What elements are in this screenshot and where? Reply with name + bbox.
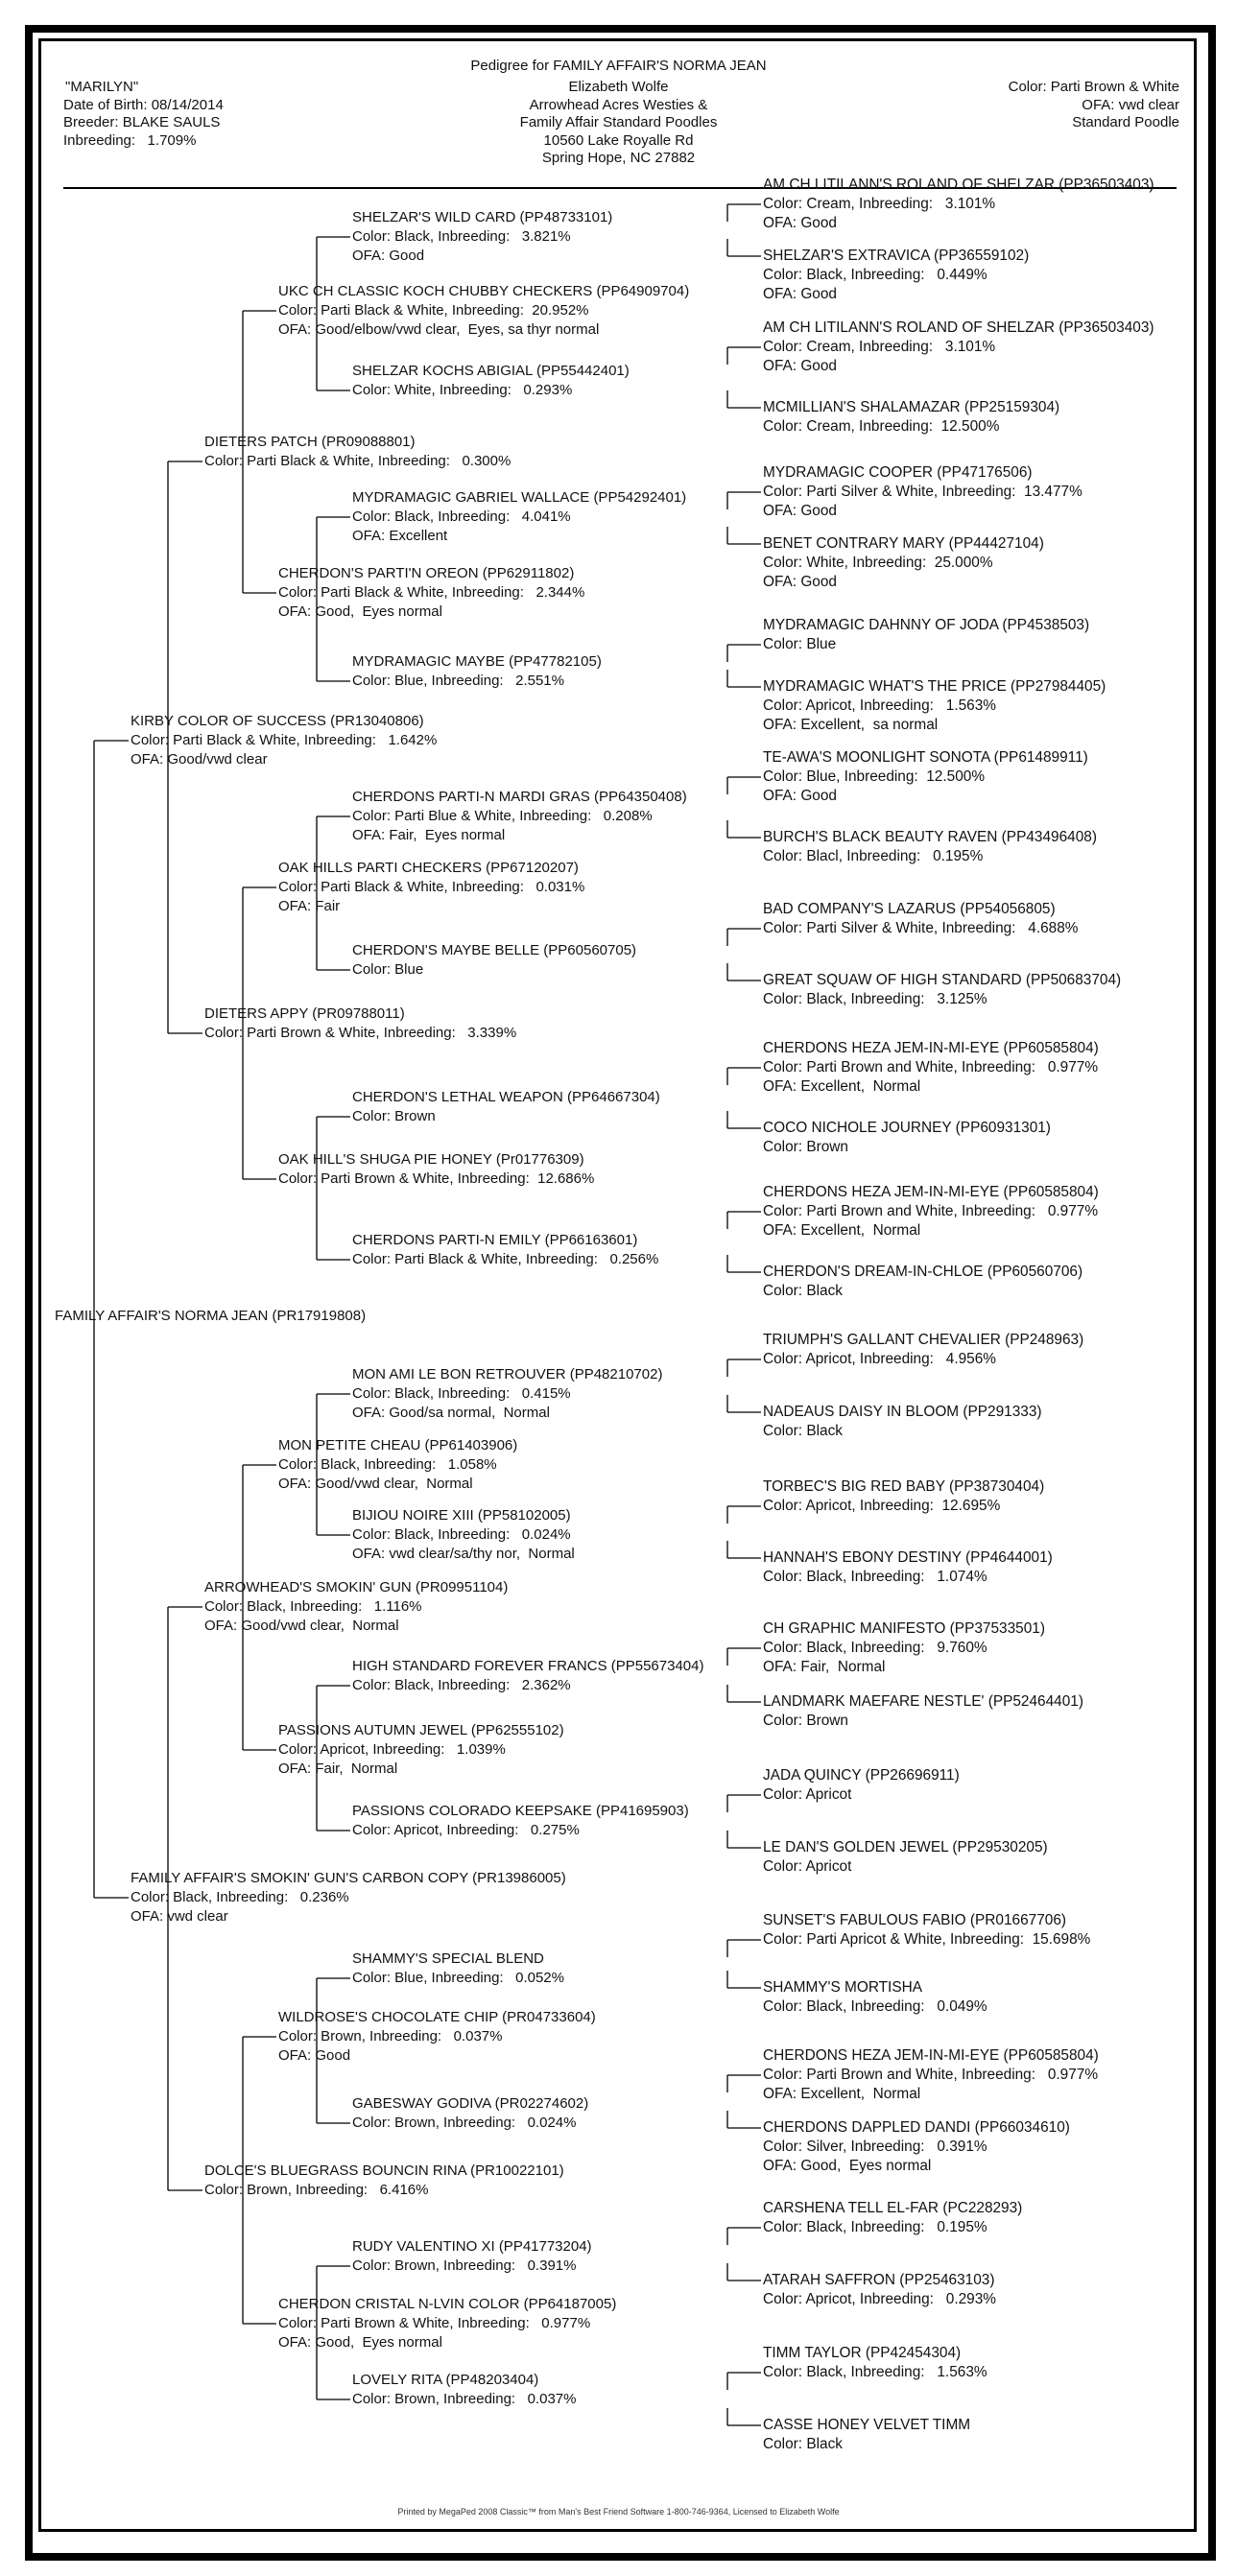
call-name: "MARILYN" xyxy=(65,79,139,95)
dog-name: HANNAH'S EBONY DESTINY (PP4644001) xyxy=(763,1549,1053,1566)
dog-color-inbreeding: Color: Parti Black & White, Inbreeding: 2.344% xyxy=(278,584,585,601)
pedigree-entry xyxy=(278,1721,564,1779)
dog-color-inbreeding: Color: White, Inbreeding: 0.293% xyxy=(352,382,573,398)
pedigree-entry xyxy=(763,1039,1099,1097)
pedigree-entry xyxy=(131,1869,566,1926)
pedigree-entry xyxy=(278,564,584,622)
dog-ofa: OFA: Excellent, Normal xyxy=(763,1078,921,1095)
dog-ofa: OFA: vwd clear xyxy=(131,1908,228,1925)
pedigree-entry xyxy=(278,859,584,916)
dog-color-inbreeding: Color: Parti Black & White, Inbreeding: 0.256% xyxy=(352,1251,659,1267)
pedigree-entry xyxy=(763,1331,1083,1369)
dog-name: CHERDON CRISTAL N-LVIN COLOR (PP64187005) xyxy=(278,2296,617,2312)
dog-color-inbreeding: Color: Black, Inbreeding: 1.563% xyxy=(763,2364,987,2380)
dog-name: LANDMARK MAEFARE NESTLE' (PP52464401) xyxy=(763,1693,1083,1710)
dog-color-inbreeding: Color: Apricot, Inbreeding: 0.293% xyxy=(763,2291,996,2307)
pedigree-entry xyxy=(352,1088,660,1126)
pedigree-entry xyxy=(204,1578,508,1636)
dog-name: TE-AWA'S MOONLIGHT SONOTA (PP61489911) xyxy=(763,749,1088,766)
dog-ofa: OFA: Good xyxy=(278,2047,351,2064)
dog-color-inbreeding: Color: Parti Brown and White, Inbreeding: 0.977% xyxy=(763,2067,1099,2083)
dog-name: SHAMMY'S MORTISHA xyxy=(763,1979,922,1996)
pedigree-entry xyxy=(131,712,437,769)
pedigree-entry xyxy=(763,616,1089,654)
dog-name: GABESWAY GODIVA (PR02274602) xyxy=(352,2095,589,2112)
dog-ofa: OFA: Fair, Eyes normal xyxy=(352,827,506,843)
pedigree-entry xyxy=(352,652,602,691)
page-title: Pedigree for FAMILY AFFAIR'S NORMA JEAN xyxy=(470,58,767,74)
dog-name: CARSHENA TELL EL-FAR (PC228293) xyxy=(763,2200,1023,2216)
dog-color-inbreeding: Color: Parti Silver & White, Inbreeding: 4.688% xyxy=(763,920,1079,936)
dog-ofa: OFA: Good/elbow/vwd clear, Eyes, sa thyr normal xyxy=(278,321,600,338)
pedigree-entry xyxy=(763,398,1059,437)
pedigree-entry xyxy=(352,941,636,980)
dog-ofa: OFA: Good/vwd clear, Normal xyxy=(278,1476,473,1492)
dog-color-inbreeding: Color: Cream, Inbreeding: 3.101% xyxy=(763,196,996,212)
pedigree-entry xyxy=(763,748,1088,806)
dog-ofa: OFA: Excellent, sa normal xyxy=(763,717,939,733)
breeder: Breeder: BLAKE SAULS xyxy=(63,114,221,130)
dog-name: UKC CH CLASSIC KOCH CHUBBY CHECKERS (PP64909704) xyxy=(278,283,690,299)
owner-line: Arrowhead Acres Westies & xyxy=(529,96,708,113)
pedigree-entry xyxy=(763,1477,1044,1516)
pedigree-entry xyxy=(763,1183,1099,1241)
dog-name: LOVELY RITA (PP48203404) xyxy=(352,2372,539,2388)
dog-ofa: OFA: vwd clear xyxy=(1082,96,1179,113)
pedigree-entry xyxy=(763,2271,996,2309)
dog-color: Color: Parti Brown & White xyxy=(1008,79,1179,95)
pedigree-entry xyxy=(763,2344,987,2382)
dog-ofa: OFA: Excellent, Normal xyxy=(763,1222,921,1239)
pedigree-entry xyxy=(204,2162,564,2200)
dog-color-inbreeding: Color: Brown xyxy=(352,1108,436,1124)
dog-name: OAK HILL'S SHUGA PIE HONEY (Pr01776309) xyxy=(278,1151,584,1168)
dog-color-inbreeding: Color: Blue xyxy=(352,961,424,978)
pedigree-entry xyxy=(763,900,1079,938)
dog-name: CHERDON'S LETHAL WEAPON (PP64667304) xyxy=(352,1089,660,1105)
pedigree-entry xyxy=(763,677,1106,735)
dog-name: OAK HILLS PARTI CHECKERS (PP67120207) xyxy=(278,860,579,876)
subject-dog-name: FAMILY AFFAIR'S NORMA JEAN (PR17919808) xyxy=(55,1308,367,1324)
dog-ofa: OFA: Good xyxy=(763,788,837,804)
dog-name: MYDRAMAGIC DAHNNY OF JODA (PP4538503) xyxy=(763,617,1090,633)
pedigree-entry xyxy=(204,1004,516,1043)
date-of-birth: Date of Birth: 08/14/2014 xyxy=(63,96,224,113)
dog-color-inbreeding: Color: Black, Inbreeding: 0.024% xyxy=(352,1526,571,1543)
dog-color-inbreeding: Color: Silver, Inbreeding: 0.391% xyxy=(763,2139,987,2155)
dog-color-inbreeding: Color: Blue xyxy=(763,636,837,652)
dog-name: SHELZAR'S EXTRAVICA (PP36559102) xyxy=(763,248,1030,264)
dog-color-inbreeding: Color: Parti Black & White, Inbreeding: 20.952% xyxy=(278,302,589,319)
dog-ofa: OFA: Good xyxy=(763,215,837,231)
pedigree-entry xyxy=(352,362,630,400)
dog-name: CHERDON'S DREAM-IN-CHLOE (PP60560706) xyxy=(763,1264,1083,1280)
pedigree-entry xyxy=(763,1838,1048,1877)
pedigree-entry xyxy=(763,1911,1090,1950)
dog-name: TIMM TAYLOR (PP42454304) xyxy=(763,2345,962,2361)
owner-line: 10560 Lake Royalle Rd xyxy=(543,131,694,149)
dog-color-inbreeding: Color: Apricot, Inbreeding: 0.275% xyxy=(352,1822,580,1838)
owner-line: Spring Hope, NC 27882 xyxy=(541,150,696,166)
dog-color-inbreeding: Color: Black, Inbreeding: 0.449% xyxy=(763,267,987,283)
dog-name: SHELZAR KOCHS ABIGIAL (PP55442401) xyxy=(352,363,630,379)
dog-name: AM CH LITILANN'S ROLAND OF SHELZAR (PP36503403) xyxy=(763,319,1154,336)
pedigree-entry xyxy=(763,247,1029,304)
pedigree-entry xyxy=(352,488,686,546)
dog-ofa: OFA: Good, Eyes normal xyxy=(278,603,442,620)
dog-color-inbreeding: Color: Parti Brown and White, Inbreeding: 0.977% xyxy=(763,1203,1099,1219)
dog-ofa: OFA: Good xyxy=(763,503,837,519)
dog-name: TORBEC'S BIG RED BABY (PP38730404) xyxy=(763,1478,1045,1495)
dog-color-inbreeding: Color: Brown xyxy=(763,1139,848,1155)
pedigree-entry xyxy=(763,1766,960,1805)
dog-ofa: OFA: Good, Eyes normal xyxy=(763,2158,932,2174)
dog-name: MYDRAMAGIC GABRIEL WALLACE (PP54292401) xyxy=(352,489,687,506)
pedigree-entry xyxy=(204,433,511,471)
dog-name: JADA QUINCY (PP26696911) xyxy=(763,1767,960,1784)
dog-ofa: OFA: Fair xyxy=(278,898,341,914)
pedigree-entry xyxy=(278,1150,594,1189)
dog-color-inbreeding: Color: Apricot xyxy=(763,1858,852,1875)
dog-name: LE DAN'S GOLDEN JEWEL (PP29530205) xyxy=(763,1839,1048,1855)
pedigree-entry xyxy=(352,2094,588,2133)
pedigree-entry xyxy=(763,319,1154,376)
dog-color-inbreeding: Color: Black, Inbreeding: 0.049% xyxy=(763,1998,987,2015)
dog-color-inbreeding: Color: Cream, Inbreeding: 3.101% xyxy=(763,339,996,355)
dog-ofa: OFA: Good xyxy=(763,574,837,590)
dog-color-inbreeding: Color: Brown, Inbreeding: 0.037% xyxy=(278,2028,503,2044)
dog-name: NADEAUS DAISY IN BLOOM (PP291333) xyxy=(763,1404,1042,1420)
pedigree-entry xyxy=(278,282,689,340)
dog-name: FAMILY AFFAIR'S SMOKIN' GUN'S CARBON COPY (PR13986005) xyxy=(131,1870,566,1886)
dog-name: DOLCE'S BLUEGRASS BOUNCIN RINA (PR10022101) xyxy=(204,2162,564,2179)
dog-ofa: OFA: Good/sa normal, Normal xyxy=(352,1405,550,1421)
dog-name: AM CH LITILANN'S ROLAND OF SHELZAR (PP36503403) xyxy=(763,177,1154,193)
pedigree-entry xyxy=(763,1978,987,2017)
dog-name: BENET CONTRARY MARY (PP44427104) xyxy=(763,535,1044,552)
pedigree-entry xyxy=(763,1692,1083,1731)
dog-color-inbreeding: Color: Black, Inbreeding: 3.821% xyxy=(352,228,571,245)
dog-color-inbreeding: Color: Apricot, Inbreeding: 4.956% xyxy=(763,1351,996,1367)
pedigree-entry xyxy=(763,463,1082,521)
dog-name: RUDY VALENTINO XI (PP41773204) xyxy=(352,2238,592,2255)
dog-name: COCO NICHOLE JOURNEY (PP60931301) xyxy=(763,1120,1051,1136)
dog-name: CHERDONS PARTI-N MARDI GRAS (PP64350408) xyxy=(352,789,687,805)
dog-color-inbreeding: Color: Black, Inbreeding: 2.362% xyxy=(352,1677,571,1693)
dog-name: CHERDON'S PARTI'N OREON (PP62911802) xyxy=(278,565,575,581)
dog-color-inbreeding: Color: Brown, Inbreeding: 6.416% xyxy=(204,2182,429,2198)
dog-name: MCMILLIAN'S SHALAMAZAR (PP25159304) xyxy=(763,399,1060,415)
dog-name: SHELZAR'S WILD CARD (PP48733101) xyxy=(352,209,613,225)
dog-name: ARROWHEAD'S SMOKIN' GUN (PR09951104) xyxy=(204,1579,509,1595)
pedigree-entry xyxy=(763,828,1097,866)
dog-name: CHERDONS HEZA JEM-IN-MI-EYE (PP60585804) xyxy=(763,1040,1099,1056)
dog-ofa: OFA: Excellent xyxy=(352,528,448,544)
dog-color-inbreeding: Color: White, Inbreeding: 25.000% xyxy=(763,555,993,571)
dog-name: KIRBY COLOR OF SUCCESS (PR13040806) xyxy=(131,713,424,729)
pedigree-entry xyxy=(763,1119,1051,1157)
dog-name: CHERDONS HEZA JEM-IN-MI-EYE (PP60585804) xyxy=(763,1184,1099,1200)
dog-color-inbreeding: Color: Black, Inbreeding: 9.760% xyxy=(763,1640,987,1656)
dog-color-inbreeding: Color: Parti Black & White, Inbreeding: 0.031% xyxy=(278,879,585,895)
pedigree-entry xyxy=(278,1436,517,1494)
dog-color-inbreeding: Color: Black, Inbreeding: 4.041% xyxy=(352,508,571,525)
pedigree-entry xyxy=(352,1231,658,1269)
dog-ofa: OFA: Good xyxy=(763,358,837,374)
owner-line: Elizabeth Wolfe xyxy=(568,79,669,95)
dog-color-inbreeding: Color: Blue, Inbreeding: 0.052% xyxy=(352,1970,564,1986)
dog-ofa: OFA: Fair, Normal xyxy=(763,1659,886,1675)
dog-color-inbreeding: Color: Brown, Inbreeding: 0.391% xyxy=(352,2257,577,2274)
dog-color-inbreeding: Color: Black, Inbreeding: 0.195% xyxy=(763,2219,987,2235)
pedigree-entry xyxy=(763,1403,1042,1441)
dog-ofa: OFA: Good xyxy=(763,286,837,302)
pedigree-entry xyxy=(352,788,687,845)
dog-color-inbreeding: Color: Brown, Inbreeding: 0.024% xyxy=(352,2115,577,2131)
dog-color-inbreeding: Color: Parti Brown & White, Inbreeding: 3.339% xyxy=(204,1025,517,1041)
dog-color-inbreeding: Color: Blue, Inbreeding: 2.551% xyxy=(352,673,564,689)
dog-ofa: OFA: Good xyxy=(352,248,425,264)
dog-name: DIETERS APPY (PR09788011) xyxy=(204,1005,405,1022)
dog-name: GREAT SQUAW OF HIGH STANDARD (PP50683704) xyxy=(763,972,1122,988)
dog-color-inbreeding: Color: Black, Inbreeding: 1.074% xyxy=(763,1569,987,1585)
pedigree-entry xyxy=(352,1657,703,1695)
dog-ofa: OFA: Fair, Normal xyxy=(278,1761,398,1777)
dog-name: BURCH'S BLACK BEAUTY RAVEN (PP43496408) xyxy=(763,829,1097,845)
dog-name: PASSIONS AUTUMN JEWEL (PP62555102) xyxy=(278,1722,564,1738)
dog-color-inbreeding: Color: Black, Inbreeding: 1.058% xyxy=(278,1456,497,1473)
dog-name: ATARAH SAFFRON (PP25463103) xyxy=(763,2272,995,2288)
owner-line: Family Affair Standard Poodles xyxy=(519,114,718,130)
dog-color-inbreeding: Color: Black, Inbreeding: 3.125% xyxy=(763,991,987,1007)
pedigree-entry xyxy=(352,1365,662,1423)
dog-name: MYDRAMAGIC WHAT'S THE PRICE (PP27984405) xyxy=(763,678,1106,695)
dog-name: MON AMI LE BON RETROUVER (PP48210702) xyxy=(352,1366,663,1383)
dog-color-inbreeding: Color: Black, Inbreeding: 0.236% xyxy=(131,1889,349,1905)
pedigree-entry xyxy=(352,1950,564,1988)
dog-color-inbreeding: Color: Blue, Inbreeding: 12.500% xyxy=(763,768,986,785)
dog-color-inbreeding: Color: Apricot xyxy=(763,1786,852,1803)
dog-name: SHAMMY'S SPECIAL BLEND xyxy=(352,1950,544,1967)
dog-name: DIETERS PATCH (PR09088801) xyxy=(204,434,416,450)
pedigree-entry xyxy=(352,2371,576,2409)
dog-name: CH GRAPHIC MANIFESTO (PP37533501) xyxy=(763,1620,1045,1637)
dog-name: MON PETITE CHEAU (PP61403906) xyxy=(278,1437,518,1453)
dog-color-inbreeding: Color: Apricot, Inbreeding: 1.039% xyxy=(278,1741,506,1758)
dog-color-inbreeding: Color: Parti Blue & White, Inbreeding: 0.208% xyxy=(352,808,653,824)
dog-ofa: OFA: Excellent, Normal xyxy=(763,2086,921,2102)
pedigree-entry xyxy=(352,2237,592,2276)
dog-color-inbreeding: Color: Parti Brown and White, Inbreeding: 0.977% xyxy=(763,1059,1099,1075)
dog-ofa: OFA: vwd clear/sa/thy nor, Normal xyxy=(352,1546,575,1562)
pedigree-entry xyxy=(763,176,1154,233)
dog-color-inbreeding: Color: Apricot, Inbreeding: 1.563% xyxy=(763,697,996,714)
dog-color-inbreeding: Color: Black, Inbreeding: 1.116% xyxy=(204,1598,422,1615)
dog-ofa: OFA: Good, Eyes normal xyxy=(278,2334,442,2351)
inbreeding: Inbreeding: 1.709% xyxy=(63,131,197,149)
dog-name: CHERDONS DAPPLED DANDI (PP66034610) xyxy=(763,2119,1070,2136)
dog-color-inbreeding: Color: Parti Brown & White, Inbreeding: 0.977% xyxy=(278,2315,591,2331)
dog-ofa: OFA: Good/vwd clear, Normal xyxy=(204,1618,399,1634)
dog-name: SUNSET'S FABULOUS FABIO (PR01667706) xyxy=(763,1912,1067,1928)
pedigree-entry xyxy=(763,1548,1053,1587)
dog-ofa: OFA: Good/vwd clear xyxy=(131,751,268,768)
dog-name: MYDRAMAGIC COOPER (PP47176506) xyxy=(763,464,1033,481)
dog-color-inbreeding: Color: Black xyxy=(763,2436,843,2452)
pedigree-entry xyxy=(763,2416,970,2454)
dog-color-inbreeding: Color: Parti Black & White, Inbreeding: 0.300% xyxy=(204,453,511,469)
dog-color-inbreeding: Color: Black, Inbreeding: 0.415% xyxy=(352,1385,571,1402)
footer-credit: Printed by MegaPed 2008 Classic™ from Man's Best Friend Software 1-800-746-9364, Licensed to Elizabeth Wolfe xyxy=(397,2507,840,2517)
pedigree-entry xyxy=(352,208,612,266)
dog-name: CHERDONS HEZA JEM-IN-MI-EYE (PP60585804) xyxy=(763,2047,1099,2064)
dog-color-inbreeding: Color: Brown, Inbreeding: 0.037% xyxy=(352,2391,577,2407)
dog-name: HIGH STANDARD FOREVER FRANCS (PP55673404) xyxy=(352,1658,704,1674)
pedigree-entry xyxy=(763,2199,1022,2237)
dog-name: MYDRAMAGIC MAYBE (PP47782105) xyxy=(352,653,602,670)
pedigree-entry xyxy=(352,1506,575,1564)
pedigree-entry xyxy=(763,2046,1099,2104)
dog-color-inbreeding: Color: Parti Brown & White, Inbreeding: 12.686% xyxy=(278,1170,595,1187)
pedigree-entry xyxy=(763,1263,1082,1301)
dog-color-inbreeding: Color: Black xyxy=(763,1423,843,1439)
pedigree-entry xyxy=(763,971,1121,1009)
dog-color-inbreeding: Color: Apricot, Inbreeding: 12.695% xyxy=(763,1498,1001,1514)
pedigree-entry xyxy=(763,1619,1045,1677)
dog-name: BAD COMPANY'S LAZARUS (PP54056805) xyxy=(763,901,1056,917)
dog-color-inbreeding: Color: Blacl, Inbreeding: 0.195% xyxy=(763,848,984,864)
dog-name: BIJIOU NOIRE XIII (PP58102005) xyxy=(352,1507,571,1524)
dog-breed: Standard Poodle xyxy=(1072,114,1179,130)
dog-name: CASSE HONEY VELVET TIMM xyxy=(763,2417,971,2433)
dog-name: CHERDON'S MAYBE BELLE (PP60560705) xyxy=(352,942,637,958)
dog-color-inbreeding: Color: Parti Silver & White, Inbreeding: 13.477% xyxy=(763,484,1082,500)
dog-color-inbreeding: Color: Black xyxy=(763,1283,843,1299)
dog-name: PASSIONS COLORADO KEEPSAKE (PP41695903) xyxy=(352,1803,689,1819)
dog-color-inbreeding: Color: Cream, Inbreeding: 12.500% xyxy=(763,418,1000,435)
pedigree-entry xyxy=(278,2295,616,2352)
dog-color-inbreeding: Color: Brown xyxy=(763,1713,848,1729)
pedigree-entry xyxy=(278,2008,596,2066)
dog-name: CHERDONS PARTI-N EMILY (PP66163601) xyxy=(352,1232,638,1248)
pedigree-entry xyxy=(763,534,1044,592)
dog-color-inbreeding: Color: Parti Apricot & White, Inbreeding: 15.698% xyxy=(763,1931,1091,1948)
dog-color-inbreeding: Color: Parti Black & White, Inbreeding: 1.642% xyxy=(131,732,438,748)
dog-name: WILDROSE'S CHOCOLATE CHIP (PR04733604) xyxy=(278,2009,596,2025)
pedigree-entry xyxy=(352,1802,689,1840)
dog-name: TRIUMPH'S GALLANT CHEVALIER (PP248963) xyxy=(763,1332,1084,1348)
pedigree-entry xyxy=(763,2118,1070,2176)
